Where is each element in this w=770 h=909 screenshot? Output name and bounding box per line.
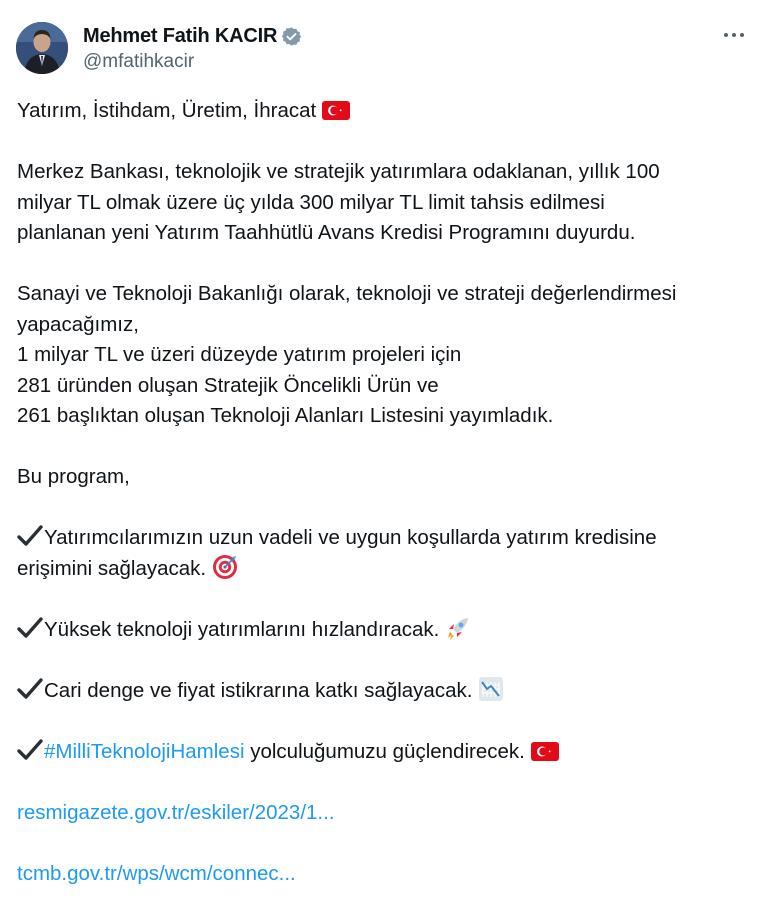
paragraph-line: Sanayi ve Teknoloji Bakanlığı olarak, teknoloji ve strateji değerlendirmesi <box>17 282 677 305</box>
spacer <box>17 828 757 859</box>
bullet-4-text: yolculuğumuzu güçlendirecek. <box>244 739 525 763</box>
paragraph-line: 261 başlıktan oluşan Teknoloji Alanları Listesini yayımladık. <box>17 404 554 427</box>
bullet-3-text: Cari denge ve fiyat istikrarına katkı sağlayacak. <box>44 678 473 702</box>
bullet-4 <box>17 737 757 768</box>
paragraph-line: yapacağımız, <box>17 312 139 336</box>
turkey-flag-icon <box>531 742 559 761</box>
bullet-2 <box>17 615 757 646</box>
paragraph-line: Merkez Bankası, teknolojik ve stratejik yatırımlara odaklanan, yıllık 100 <box>17 160 660 183</box>
check-mark-icon <box>17 738 43 762</box>
bullet-3 <box>17 676 757 707</box>
tweet-header <box>16 22 754 76</box>
bullet-2-text: Yüksek teknoloji yatırımlarını hızlandıracak. <box>44 617 440 641</box>
bullet-1-line-2 <box>17 554 757 585</box>
tweet-title-line <box>17 96 757 127</box>
direct-hit-target-icon <box>212 554 238 580</box>
rocket-icon <box>445 615 471 641</box>
spacer <box>17 493 757 524</box>
tweet-title-text: Yatırım, İstihdam, Üretim, İhracat <box>17 99 317 122</box>
avatar-image <box>16 22 68 74</box>
paragraph-line: 1 milyar TL ve üzeri düzeyde yatırım projeleri için <box>17 343 462 366</box>
spacer <box>17 432 757 463</box>
more-options-icon[interactable] <box>722 28 746 42</box>
spacer <box>17 706 757 737</box>
chart-decreasing-icon <box>478 676 504 702</box>
spacer <box>17 645 757 676</box>
avatar[interactable] <box>16 22 68 74</box>
verified-badge-icon <box>281 26 302 47</box>
paragraph-line: planlanan yeni Yatırım Taahhütlü Avans Kredisi Programını duyurdu. <box>17 221 636 244</box>
paragraph-line: milyar TL olmak üzere üç yılda 300 milyar TL limit tahsis edilmesi <box>17 190 605 214</box>
bullet-1-text-cont: erişimini sağlayacak. <box>17 556 207 580</box>
tweet-text <box>17 96 757 889</box>
spacer <box>17 584 757 615</box>
hashtag-link[interactable]: #MilliTeknolojiHamlesi <box>44 739 245 763</box>
resmigazete-link[interactable]: resmigazete.gov.tr/eskiler/2023/1... <box>17 800 335 824</box>
check-mark-icon <box>17 677 43 701</box>
check-mark-icon <box>17 524 43 548</box>
display-name[interactable]: Mehmet Fatih KACIR <box>83 24 278 47</box>
spacer <box>17 767 757 798</box>
author-names <box>83 24 302 73</box>
check-mark-icon <box>17 616 43 640</box>
spacer <box>17 127 757 158</box>
paragraph-line: 281 üründen oluşan Stratejik Öncelikli Ürün ve <box>17 373 439 397</box>
turkey-flag-icon <box>322 101 350 120</box>
tcmb-link[interactable]: tcmb.gov.tr/wps/wcm/connec... <box>17 861 296 885</box>
link-line-2 <box>17 859 757 890</box>
link-line-1 <box>17 798 757 829</box>
author-handle[interactable]: @mfatihkacir <box>83 51 195 72</box>
bullet-1-line-1 <box>17 523 757 554</box>
bullet-1-text: Yatırımcılarımızın uzun vadeli ve uygun koşullarda yatırım kredisine <box>44 526 657 549</box>
spacer <box>17 249 757 280</box>
paragraph-line: Bu program, <box>17 465 130 488</box>
